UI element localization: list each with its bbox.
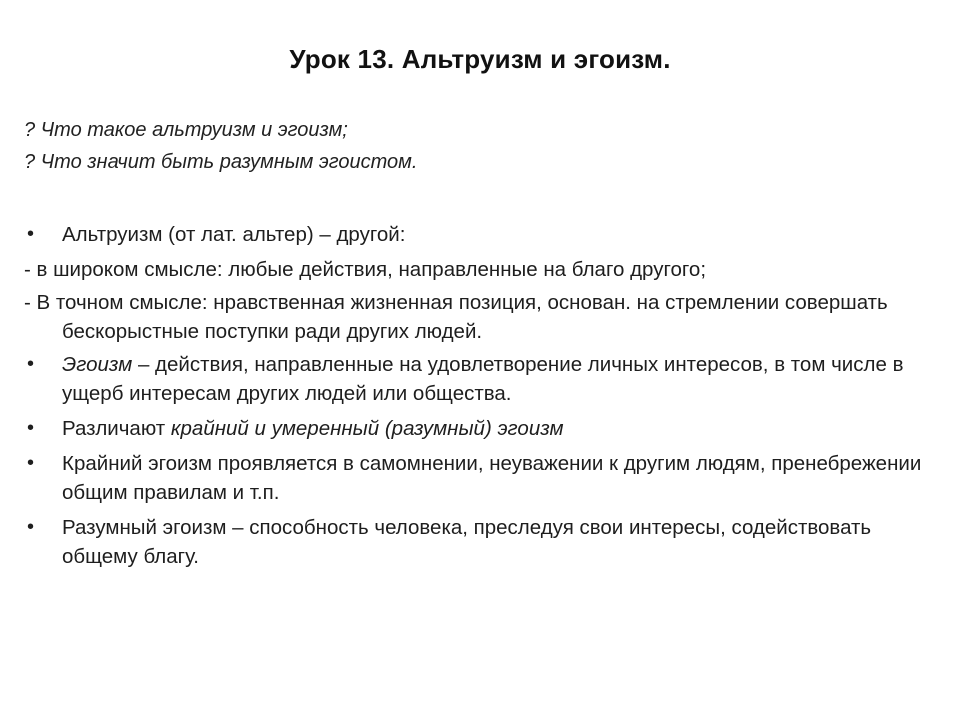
altruism-definition: Альтруизм (от лат. альтер) – другой: <box>62 223 406 246</box>
distinguish-types: крайний и умеренный (разумный) эгоизм <box>170 417 564 440</box>
bullet-icon: • <box>27 223 35 245</box>
list-item-distinguish <box>24 414 934 443</box>
content-list <box>24 220 934 577</box>
bullet-icon: • <box>27 516 35 538</box>
egoism-term: Эгоизм <box>62 353 133 376</box>
extreme-egoism-text: Крайний эгоизм проявляется в самомнении, неуважении к другим людям, пренебрежении общим правилам и т.п. <box>62 452 922 504</box>
bullet-icon: • <box>27 417 35 439</box>
list-item-rational-egoism <box>24 513 934 571</box>
list-item-extreme-egoism <box>24 449 934 507</box>
slide-title: Урок 13. Альтруизм и эгоизм. <box>289 44 671 74</box>
list-item-egoism <box>24 350 934 408</box>
questions-block <box>24 114 924 178</box>
list-item-narrow-sense: - В точном смысле: нравственная жизненная позиция, основан. на стремлении совершать бескорыстные поступки ради других людей. <box>24 291 888 343</box>
rational-egoism-text: Разумный эгоизм – способность человека, преследуя свои интересы, содействовать общему благу. <box>62 516 872 568</box>
bullet-icon: • <box>27 452 35 474</box>
egoism-definition: – действия, направленные на удовлетворение личных интересов, в том числе в ущерб интересам других людей или общества. <box>62 353 904 405</box>
bullet-icon: • <box>27 353 35 375</box>
distinguish-prefix: Различают <box>62 417 171 440</box>
question-2: ? Что значит быть разумным эгоистом. <box>24 151 418 173</box>
list-item-altruism <box>24 220 934 249</box>
question-1: ? Что такое альтруизм и эгоизм; <box>24 119 348 141</box>
list-item-broad-sense: - в широком смысле: любые действия, направленные на благо другого; <box>24 258 707 281</box>
